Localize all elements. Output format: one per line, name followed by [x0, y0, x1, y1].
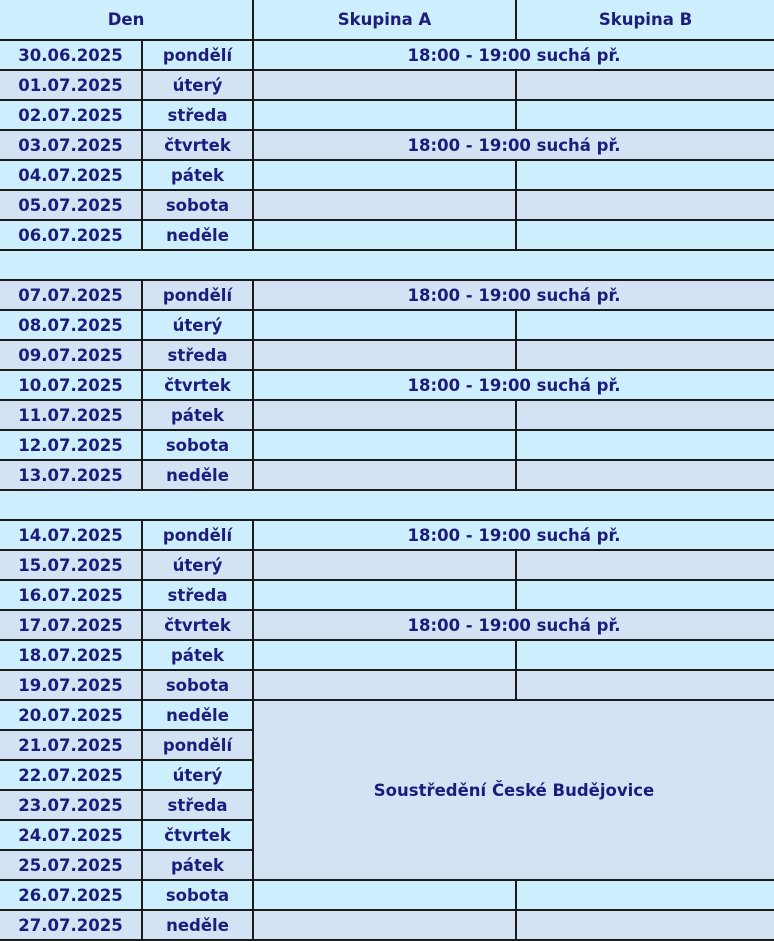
date-cell: 13.07.2025	[0, 460, 142, 490]
day-cell: sobota	[142, 430, 253, 460]
day-cell: středa	[142, 580, 253, 610]
group-b-cell	[516, 310, 774, 340]
date-cell: 30.06.2025	[0, 40, 142, 70]
group-a-cell	[253, 340, 516, 370]
schedule-row	[0, 130, 774, 160]
schedule-row	[0, 40, 774, 70]
group-b-cell	[516, 910, 774, 940]
group-b-cell	[516, 100, 774, 130]
schedule-row	[0, 580, 774, 610]
date-cell: 27.07.2025	[0, 910, 142, 940]
schedule-row	[0, 400, 774, 430]
header-group-a: Skupina A	[253, 0, 516, 40]
day-cell: úterý	[142, 310, 253, 340]
schedule-row	[0, 610, 774, 640]
date-cell: 25.07.2025	[0, 850, 142, 880]
group-a-cell	[253, 160, 516, 190]
day-cell: neděle	[142, 220, 253, 250]
group-b-cell	[516, 220, 774, 250]
group-a-cell	[253, 640, 516, 670]
day-cell: sobota	[142, 880, 253, 910]
schedule-row	[0, 310, 774, 340]
group-b-cell	[516, 880, 774, 910]
group-a-cell	[253, 430, 516, 460]
training-cell: 18:00 - 19:00 suchá př.	[253, 280, 774, 310]
schedule-row	[0, 880, 774, 910]
camp-cell: Soustředění České Budějovice	[253, 700, 774, 880]
date-cell: 02.07.2025	[0, 100, 142, 130]
day-cell: čtvrtek	[142, 130, 253, 160]
week-separator	[0, 250, 774, 280]
date-cell: 19.07.2025	[0, 670, 142, 700]
group-b-cell	[516, 160, 774, 190]
schedule-row	[0, 550, 774, 580]
schedule-row	[0, 340, 774, 370]
group-a-cell	[253, 400, 516, 430]
group-b-cell	[516, 430, 774, 460]
group-a-cell	[253, 670, 516, 700]
schedule-row	[0, 520, 774, 550]
date-cell: 16.07.2025	[0, 580, 142, 610]
day-cell: sobota	[142, 670, 253, 700]
training-cell: 18:00 - 19:00 suchá př.	[253, 130, 774, 160]
group-a-cell	[253, 310, 516, 340]
day-cell: úterý	[142, 550, 253, 580]
group-a-cell	[253, 460, 516, 490]
day-cell: středa	[142, 790, 253, 820]
group-b-cell	[516, 640, 774, 670]
date-cell: 23.07.2025	[0, 790, 142, 820]
day-cell: neděle	[142, 700, 253, 730]
group-b-cell	[516, 70, 774, 100]
date-cell: 15.07.2025	[0, 550, 142, 580]
day-cell: středa	[142, 100, 253, 130]
schedule-row	[0, 640, 774, 670]
day-cell: pondělí	[142, 40, 253, 70]
group-b-cell	[516, 460, 774, 490]
day-cell: sobota	[142, 190, 253, 220]
group-a-cell	[253, 100, 516, 130]
header-group-b: Skupina B	[516, 0, 774, 40]
schedule-row	[0, 370, 774, 400]
table-header	[0, 0, 774, 40]
date-cell: 21.07.2025	[0, 730, 142, 760]
date-cell: 26.07.2025	[0, 880, 142, 910]
date-cell: 11.07.2025	[0, 400, 142, 430]
date-cell: 17.07.2025	[0, 610, 142, 640]
schedule-row	[0, 910, 774, 940]
schedule-row	[0, 100, 774, 130]
date-cell: 05.07.2025	[0, 190, 142, 220]
day-cell: neděle	[142, 460, 253, 490]
header-den: Den	[0, 0, 253, 40]
schedule-row	[0, 160, 774, 190]
date-cell: 18.07.2025	[0, 640, 142, 670]
schedule-body	[0, 40, 774, 940]
day-cell: úterý	[142, 760, 253, 790]
week-separator-cell	[0, 490, 774, 520]
date-cell: 10.07.2025	[0, 370, 142, 400]
group-a-cell	[253, 70, 516, 100]
schedule-row	[0, 190, 774, 220]
group-a-cell	[253, 880, 516, 910]
week-separator-cell	[0, 250, 774, 280]
date-cell: 09.07.2025	[0, 340, 142, 370]
date-cell: 12.07.2025	[0, 430, 142, 460]
day-cell: pátek	[142, 640, 253, 670]
schedule-row	[0, 670, 774, 700]
day-cell: čtvrtek	[142, 820, 253, 850]
group-b-cell	[516, 190, 774, 220]
schedule-row	[0, 430, 774, 460]
group-a-cell	[253, 550, 516, 580]
group-b-cell	[516, 400, 774, 430]
schedule-row	[0, 460, 774, 490]
day-cell: pátek	[142, 160, 253, 190]
day-cell: pondělí	[142, 520, 253, 550]
training-cell: 18:00 - 19:00 suchá př.	[253, 370, 774, 400]
day-cell: úterý	[142, 70, 253, 100]
day-cell: pondělí	[142, 730, 253, 760]
group-a-cell	[253, 220, 516, 250]
schedule-row	[0, 280, 774, 310]
date-cell: 20.07.2025	[0, 700, 142, 730]
day-cell: čtvrtek	[142, 610, 253, 640]
date-cell: 07.07.2025	[0, 280, 142, 310]
date-cell: 06.07.2025	[0, 220, 142, 250]
date-cell: 04.07.2025	[0, 160, 142, 190]
day-cell: pátek	[142, 850, 253, 880]
group-b-cell	[516, 580, 774, 610]
schedule-row	[0, 70, 774, 100]
group-b-cell	[516, 550, 774, 580]
date-cell: 14.07.2025	[0, 520, 142, 550]
schedule-row	[0, 700, 774, 730]
group-a-cell	[253, 910, 516, 940]
training-cell: 18:00 - 19:00 suchá př.	[253, 610, 774, 640]
date-cell: 24.07.2025	[0, 820, 142, 850]
day-cell: čtvrtek	[142, 370, 253, 400]
schedule-row	[0, 220, 774, 250]
day-cell: pondělí	[142, 280, 253, 310]
day-cell: pátek	[142, 400, 253, 430]
training-cell: 18:00 - 19:00 suchá př.	[253, 40, 774, 70]
group-a-cell	[253, 580, 516, 610]
date-cell: 03.07.2025	[0, 130, 142, 160]
group-a-cell	[253, 190, 516, 220]
training-cell: 18:00 - 19:00 suchá př.	[253, 520, 774, 550]
week-separator	[0, 490, 774, 520]
date-cell: 01.07.2025	[0, 70, 142, 100]
day-cell: středa	[142, 340, 253, 370]
date-cell: 08.07.2025	[0, 310, 142, 340]
group-b-cell	[516, 670, 774, 700]
group-b-cell	[516, 340, 774, 370]
day-cell: neděle	[142, 910, 253, 940]
header-row	[0, 0, 774, 40]
date-cell: 22.07.2025	[0, 760, 142, 790]
